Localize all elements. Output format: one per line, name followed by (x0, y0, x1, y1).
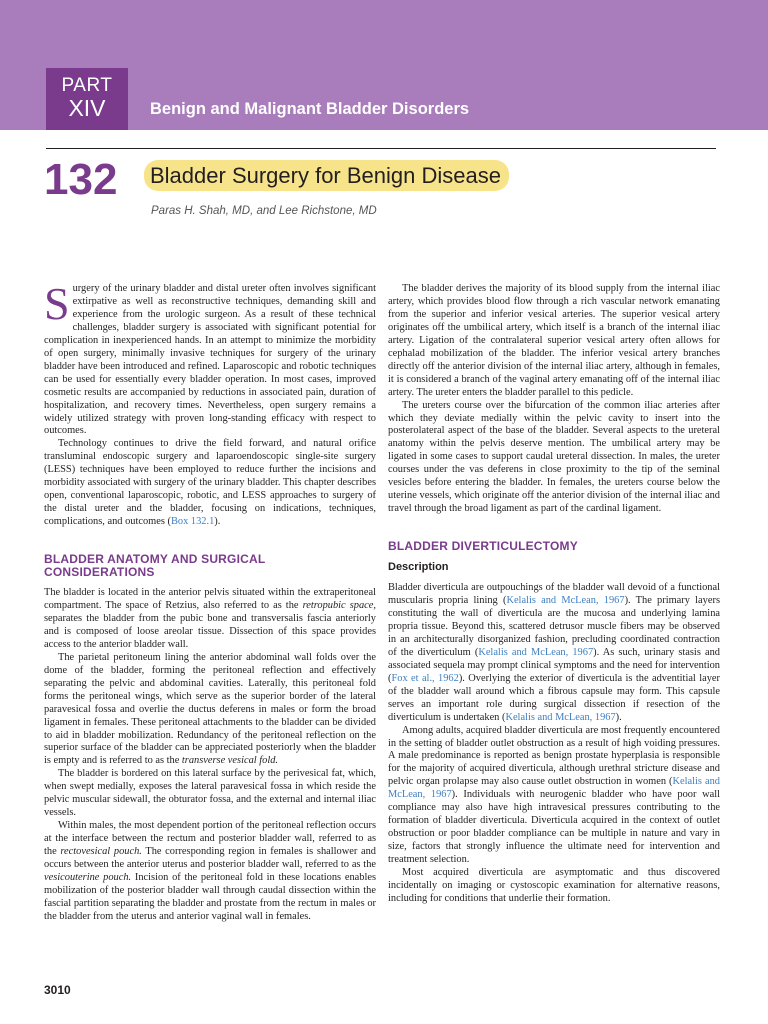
part-word: PART (61, 75, 113, 96)
box-link[interactable]: Box 132.1 (170, 516, 215, 528)
citation-link[interactable]: Kelalis and McLean, 1967 (478, 646, 594, 658)
diverticula-paragraph-3: Most acquired diverticula are asymptomatic and thus discovered incidentally on imaging or cystoscopic examination for alternative reasons, including for conditions that underlie their formation. (388, 867, 720, 904)
anatomy-paragraph-1: The bladder is located in the anterior pelvis situated within the extraperitoneal compartment. The space of Retzius, also referred to as the retropubic space, separates the bladder from the pubic bone and transversalis fascia anteriorly and is composed of loose areolar tissue. Dissection of this space provides access to the anterior bladder wall. (44, 587, 376, 650)
anatomy-paragraph-3: The bladder is bordered on this lateral surface by the perivesical fat, which, when swept medially, exposes the lateral paravesical fossa in which reside the pelvic muscular sidewall, the obturator fossa, and the external and internal iliac vessels. (44, 768, 376, 819)
page-number: 3010 (44, 983, 71, 997)
section-heading-diverticulectomy: BLADDER DIVERTICULECTOMY (388, 539, 578, 554)
subheading-description: Description (388, 561, 449, 574)
anatomy-paragraph-4: Within males, the most dependent portion of the peritoneal reflection occurs at the interface between the rectum and posterior bladder wall, referred to as the rectovesical pouch. The corresponding region in females is shallower and occurs between the anterior uterus and posterior bladder wall, referred to as the vesicouterine pouch. Incision of the peritoneal fold in these locations enables mobilization of the posterior bladder wall through caudal dissection within the fascial partition separating the bladder and prostate from the rectum in males or the bladder from the uterus and anterior vaginal wall in females. (44, 820, 376, 922)
right-column (388, 283, 720, 906)
part-title: Benign and Malignant Bladder Disorders (150, 100, 470, 118)
citation-link[interactable]: Fox et al., 1962 (391, 672, 459, 684)
chapter-authors: Paras H. Shah, MD, and Lee Richstone, MD (151, 205, 377, 217)
part-label-box (46, 68, 128, 130)
anatomy-paragraph-2: The parietal peritoneum lining the anterior abdominal wall folds over the dome of the bladder, forming the peritoneal reflection and effectively separating the pelvic and abdominal cavities. Laterally, this peritoneal fold forms the peritoneal wings, which serve as the superior border of the lateral paravesical fossa and overlie the ductus deferens in males or form the broad ligament in females. These peritoneal attachments to the bladder can be divided to aid in bladder mobilization. Redundancy of the peritoneal reflection on the superior surface of the bladder can be appreciated posteriorly when the bladder is empty and is referred to as the transverse vesical fold. (44, 651, 376, 767)
header-rule (46, 148, 716, 149)
citation-link[interactable]: Kelalis and McLean, 1967 (388, 776, 720, 801)
drop-cap: S (44, 278, 70, 329)
part-numeral: XIV (68, 95, 106, 121)
chapter-title: Bladder Surgery for Benign Disease (144, 160, 509, 191)
citation-link[interactable]: Kelalis and McLean, 1967 (506, 595, 625, 607)
ureter-paragraph: The ureters course over the bifurcation of the common iliac arteries after which they deviate medially within the pelvic cavity to insert into the posterolateral aspect of the base of the bladder. Several aspects to the ureteral anatomy within the pelvis deserve mention. The umbilical artery may be ligated in some cases to support caudal ureteral dissection. In males, the ureter courses under the vas deferens in close proximity to the tip of the seminal vesicles before entering the bladder. In females, the ureters course below the uterine vessels, which originate off the anterior division of the internal iliac and travel through the broad ligament as part of the cardinal ligament. (388, 399, 720, 515)
citation-link[interactable]: Kelalis and McLean, 1967 (505, 711, 616, 723)
intro-paragraph-2: Technology continues to drive the field forward, and natural orifice transluminal endoscopic surgery and laparoendoscopic single-site surgery (LESS) techniques have been employed to reduce further the incisions and morbidity associated with surgery of the urinary bladder. This chapter describes open, conventional laparoscopic, robotic, and LESS approaches to surgery of the distal ureter and the bladder, focusing on indications, techniques, complications, and outcomes (Box 132.1). (44, 438, 376, 528)
blood-supply-paragraph: The bladder derives the majority of its blood supply from the internal iliac artery, which provides blood flow through a rich vascular network emanating from the superior and inferior vesical arteries. The superior vesical artery originates off the umbilical artery, which itself is a branch of the internal iliac artery. Ligation of the contralateral superior vesical artery often allows for cephalad mobilization of the bladder. The inferior vesical artery branches directly off the anterior division of the internal iliac artery, although in females, it is considered a branch of the vaginal artery emanating off of the internal iliac artery. The ureter enters the bladder parallel to this pedicle. (388, 283, 720, 398)
section-heading-anatomy: BLADDER ANATOMY AND SURGICAL CONSIDERATIONS (44, 552, 266, 580)
chapter-number: 132 (44, 155, 118, 204)
left-column (44, 278, 376, 924)
intro-paragraph-1: Surgery of the urinary bladder and distal ureter often involves significant extirpative as well as reconstructive techniques, demanding skill and experience from the urologic surgeon. As a result of these technical challenges, bladder surgery is associated with significant potential for complication in inexperienced hands. In an attempt to minimize the morbidity of open surgery, minimally invasive techniques for surgery of the urinary bladder have been introduced and refined. Laparoscopic and robotic techniques can be used for essentially every bladder operation. In most cases, improved cosmetic results are accompanied by reductions in associated pain, duration of hospitalization, and recovery times. Nevertheless, open surgery remains a widely utilized strategy with proven long-standing efficacy with respect to outcomes. (44, 278, 376, 437)
diverticula-paragraph-2: Among adults, acquired bladder diverticula are most frequently encountered in the setting of bladder outlet obstruction as a result of high voiding pressures. A male predominance is reported as benign prostate hyperplasia is responsible for the majority of acquired diverticula, although urethral stricture disease and pelvic organ prolapse may also cause outlet obstruction in women (Kelalis and McLean, 1967). Individuals with neurogenic bladder who have poor wall compliance may also have high intravesical pressures contributing to the formation of bladder diverticula. Diverticula acquired in the context of outlet obstruction or poor bladder compliance can be multiple in nature and vary in size, factors that strongly influence the ultimate need for intervention and treatment selection. (388, 724, 721, 866)
diverticula-paragraph-1: Bladder diverticula are outpouchings of the bladder wall devoid of a functional muscularis propria lining (Kelalis and McLean, 1967). The primary layers constituting the wall of diverticula are the mucosa and underlying lamina propria tissue. Beyond this, scattered detrusor muscle fibers may be observed in an architecturally disorganized fashion, precluding coordinated contraction of the diverticulum (Kelalis and McLean, 1967). As such, urinary stasis and associated sequela may prompt clinical symptoms and the need for intervention (Fox et al., 1962). Overlying the exterior of diverticula is the adventitial layer of the bladder wall around which a fibrous capsule may form. This capsule serves an important role during surgical dissection if resection of the diverticulum is undertaken (Kelalis and McLean, 1967). (388, 582, 720, 723)
